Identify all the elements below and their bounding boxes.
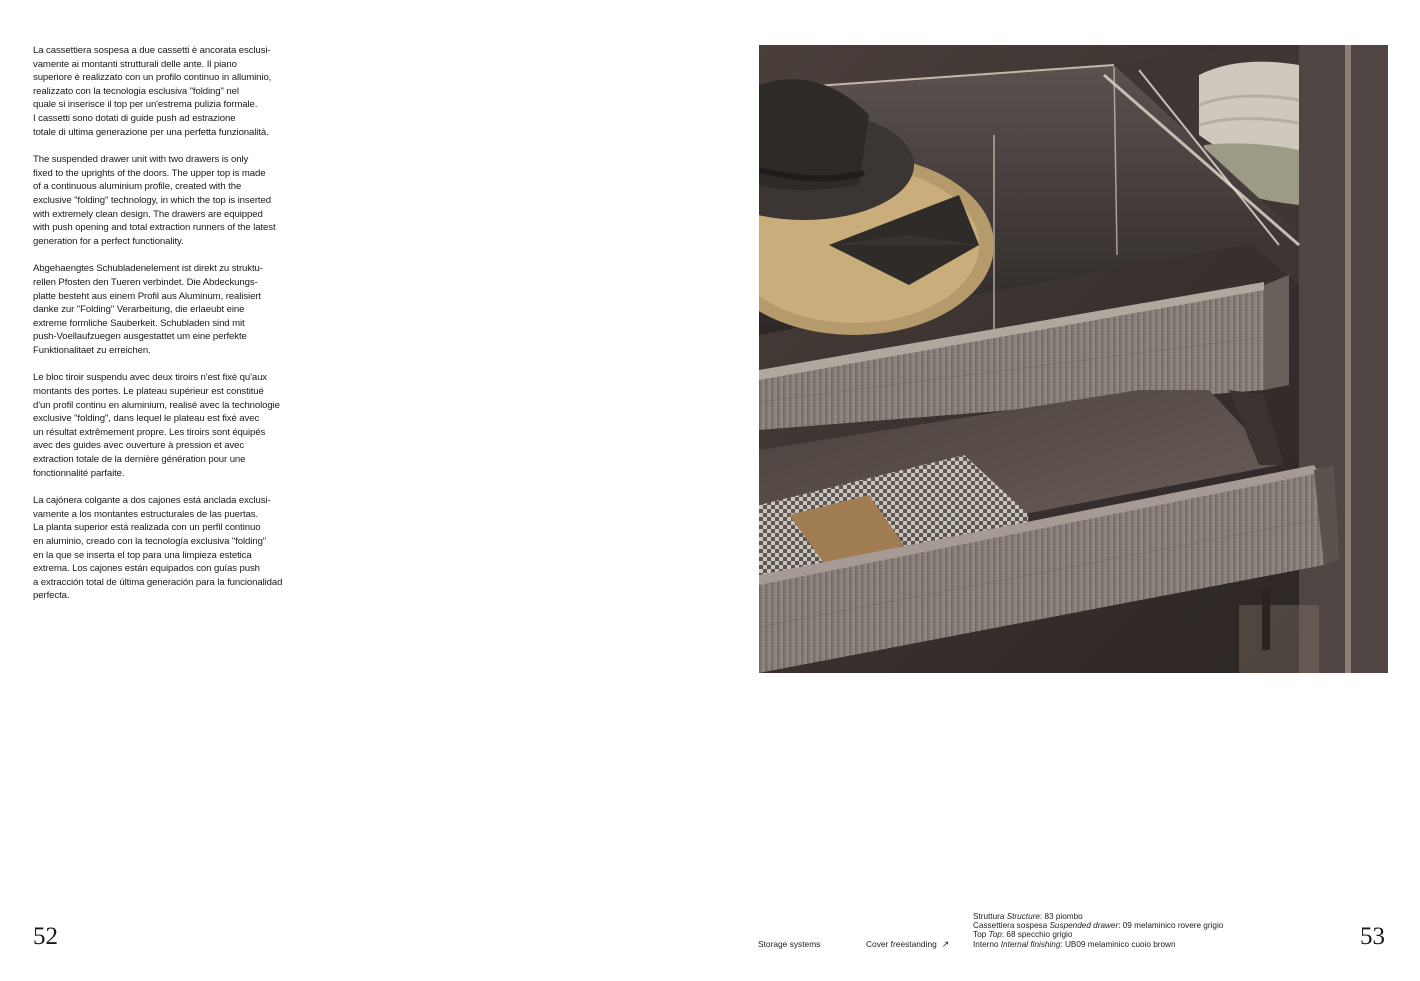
paragraph-english: The suspended drawer unit with two drawers is only fixed to the uprights of the doors. The upper top is made of a continuous aluminium profile, created with the exclusive "folding" technology, in which the top is inserted with extremely clean design. The drawers are equipped with push opening and total extraction runners of the latest generation for a perfect functionality. (33, 154, 276, 247)
product-caption (973, 912, 1303, 949)
caption-internal-finishing: Interno Internal finishing: UB09 melaminico cuoio brown (973, 939, 1176, 949)
cover-freestanding-label[interactable]: Cover freestanding (866, 939, 937, 949)
drawer-unit-photo (759, 45, 1388, 673)
caption-suspended-drawer: Cassettiera sospesa Suspended drawer: 09 melaminico rovere grigio (973, 921, 1224, 931)
paragraph-italian: La cassettiera sospesa a due cassetti è ancorata esclusi- vamente ai montanti strutturali delle ante. Il piano superiore è realizzato con un profilo continuo in alluminio, realizzato con la tecnologia esclusiva "folding" nel quale si inserisce il top per un'estrema pulizia formale. I cassetti sono dotati di guide push ad estrazione totale di ultima generazione per una perfetta funzionalità. (33, 45, 272, 138)
paragraph-spanish: La cajónera colgante a dos cajones está anclada exclusi- vamente a los montantes estructurales de las puertas. La planta superior está realizada con un perfil continuo en aluminio, creado con la tecnología exclusiva "folding" en la que se inserta el top para una limpieza estetica extrema. Los cajones están equipados con guías push a extracción total de última generación para la funcionalidad perfecta. (33, 495, 283, 602)
page-number-left: 52 (33, 923, 58, 950)
body-text (33, 44, 295, 617)
cover-freestanding-link[interactable] (866, 939, 949, 949)
product-photo (759, 45, 1388, 673)
page-number-right: 53 (1360, 923, 1385, 950)
caption-structure: Struttura Structure: 83 piombo (973, 912, 1083, 921)
paragraph-german: Abgehaengtes Schubladenelement ist direkt zu struktu- rellen Pfosten den Tueren verbindet. Die Abdeckungs- platte besteht aus einem Profil aus Aluminum, realisiert danke zur "Folding" Verarbeitung, die erlaeubt eine extreme formliche Sauberkeit. Schubladen sind mit push-Voellaufzuegen ausgestattet um eine perfekte Funktionalitaet zu erreichen. (33, 263, 263, 356)
right-page (710, 0, 1420, 981)
paragraph-french: Le bloc tiroir suspendu avec deux tiroirs n'est fixé qu'aux montants des portes. Le plateau supérieur est constitué d'un profil continu en aluminium, realisé avec la technologie exclusive "folding", dans lequel le plateau est fixé avec un résultat extrêmement propre. Les tiroirs sont équipés avec des guides avec ouverture à pression et avec extraction totale de la dernière génération pour une fonctionnalité parfaite. (33, 372, 280, 479)
caption-top: Top Top: 68 specchio grigio (973, 930, 1073, 940)
section-label: Storage systems (758, 939, 821, 949)
arrow-up-right-icon[interactable]: ↗ (941, 939, 950, 949)
